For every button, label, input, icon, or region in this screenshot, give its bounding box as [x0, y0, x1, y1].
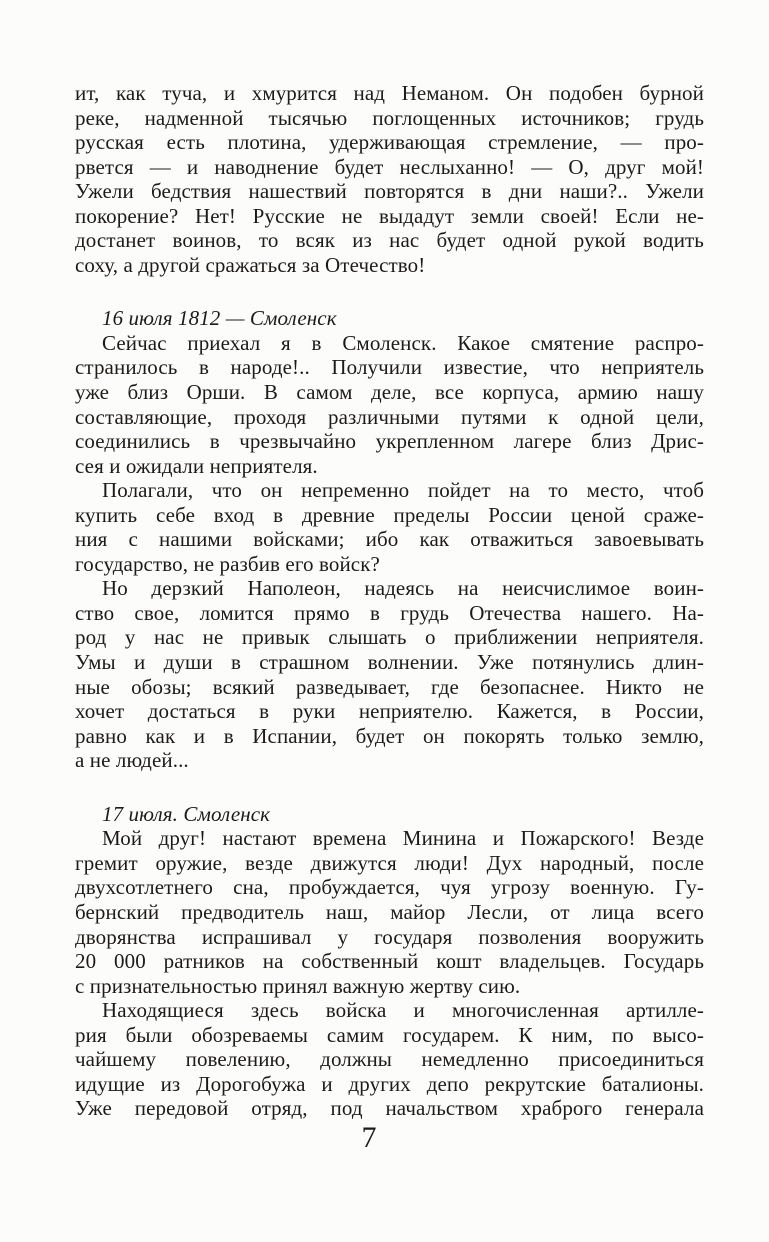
text-line: странилось в народе!.. Получили известие, что неприятель — [75, 355, 704, 380]
text-line: покорение? Нет! Русские не выдадут земли своей! Если не- — [75, 203, 704, 228]
text-line: с признательностью принял важную жертву сию. — [75, 973, 521, 998]
text-line: Полагали, что он непременно пойдет на то место, чтоб — [102, 478, 704, 503]
text-line: а не людей... — [75, 748, 189, 773]
paragraph — [75, 331, 704, 478]
text-line: Уже передовой отряд, под начальством храброго генерала — [75, 1096, 704, 1121]
text-column — [75, 81, 704, 1121]
text-line: рвется — и наводнение будет неслыханно! — О, друг мой! — [75, 154, 704, 179]
text-line: Сейчас приехал я в Смоленск. Какое смятение распро- — [102, 330, 704, 355]
text-line: гремит оружие, везде движутся люди! Дух народный, после — [75, 850, 704, 875]
text-line: ство свое, ломится прямо в грудь Отечества нашего. На- — [75, 600, 704, 625]
text-line: род у нас не привык слышать о приближении неприятеля. — [75, 625, 704, 650]
text-line: купить себе вход в древние пределы России ценой сраже- — [75, 502, 704, 527]
text-line: Но дерзкий Наполеон, надеясь на неисчислимое воин- — [102, 576, 704, 601]
text-line: двухсотлетнего сна, пробуждается, чуя угрозу военную. Гу- — [75, 875, 704, 900]
text-line: Умы и души в страшном волнении. Уже потянулись длин- — [75, 650, 704, 675]
text-line: хочет достаться в руки неприятелю. Кажется, в России, — [75, 699, 704, 724]
text-line: уже близ Орши. В самом деле, все корпуса, армию нашу — [75, 380, 704, 405]
text-line: реке, надменной тысячью поглощенных источников; грудь — [75, 105, 704, 130]
text-line: ния с нашими войсками; ибо как отважиться завоевывать — [75, 527, 704, 552]
entry-date-heading: 17 июля. Смоленск — [102, 801, 271, 826]
text-line: ит, как туча, и хмурится над Неманом. Он подобен бурной — [75, 81, 704, 105]
text-line: 20 000 ратников на собственный кошт владельцев. Государь — [75, 949, 704, 974]
paragraph — [75, 81, 704, 277]
text-line: русская есть плотина, удерживающая стремление, — про- — [75, 130, 704, 155]
entry-date-heading: 16 июля 1812 — Смоленск — [102, 306, 337, 331]
text-line: равно как и в Испании, будет он покорять только землю, — [75, 723, 704, 748]
text-line: соединились в чрезвычайно укрепленном лагере близ Дрис- — [75, 429, 704, 454]
paragraph — [75, 576, 704, 772]
text-line: достанет воинов, то всяк из нас будет одной рукой водить — [75, 228, 704, 253]
text-line: составляющие, проходя различными путями к одной цели, — [75, 404, 704, 429]
paragraph — [75, 478, 704, 576]
paragraph — [75, 998, 704, 1121]
text-line: ные обозы; всякий разведывает, где безопаснее. Никто не — [75, 674, 704, 699]
text-line: бернский предводитель наш, майор Лесли, от лица всего — [75, 899, 704, 924]
text-line: Ужели бедствия нашествий повторятся в дни наши?.. Ужели — [75, 179, 704, 204]
text-line: Находящиеся здесь войска и многочисленная артилле- — [102, 998, 704, 1023]
text-line: сея и ожидали неприятеля. — [75, 453, 318, 478]
text-line: дворянства испрашивал у государя позволения вооружить — [75, 924, 704, 949]
text-line: идущие из Дорогобужа и других депо рекрутские баталионы. — [75, 1071, 704, 1096]
text-line: соху, а другой сражаться за Отечество! — [75, 252, 426, 277]
paragraph — [75, 826, 704, 998]
page-number: 7 — [361, 1121, 377, 1154]
text-line: Мой друг! настают времена Минина и Пожарского! Везде — [102, 826, 704, 851]
text-line: чайшему повелению, должны немедленно присоединиться — [75, 1047, 704, 1072]
text-line: рия были обозреваемы самим государем. К ним, по высо- — [75, 1022, 704, 1047]
text-line: государство, не разбив его войск? — [75, 551, 380, 576]
